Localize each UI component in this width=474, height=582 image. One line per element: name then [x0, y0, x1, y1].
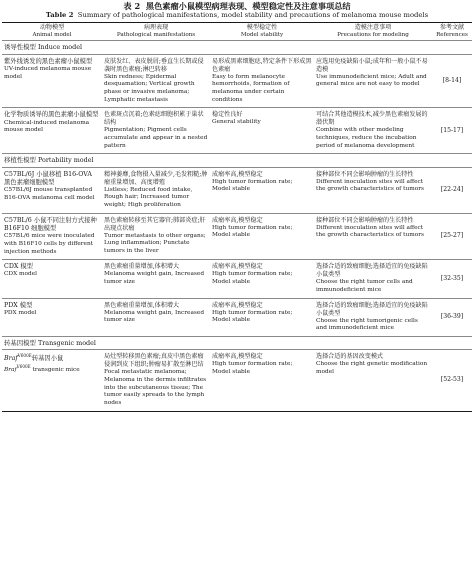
group-row-induce	[2, 41, 472, 54]
prec-en: Choose the right tumor cells and immunodeficient mice	[316, 279, 413, 293]
model-zh: PDX 模型	[4, 301, 33, 309]
caption-label: 表 2	[123, 1, 141, 11]
prec-en: Different inoculation sites will affect the growth characteristics of tumors	[316, 178, 424, 193]
patho-en: Skin redness; Epidermal desquamation; Vertical growth phase or invasive melanoma; Lymphatic metastasis	[104, 73, 195, 103]
group-label: 转基因模型 Transgenic model	[2, 336, 472, 349]
caption-en-label: Table 2	[45, 11, 74, 20]
patho-en: Focal metastatic melanoma; Melanoma in the dermis infiltrates into the subcutaneous tissue; The tumor easily spreads to the lymph nodes	[104, 369, 207, 406]
model-en: C57BL/6 mice were inoculated with B16F10 cells by different injection methods	[4, 233, 95, 255]
model-en	[4, 364, 100, 375]
patho-en: Pigmentation; Pigment cells accumulate and appear in a nested pattern	[104, 127, 208, 149]
stab-en: High tumor formation rate; Model stable	[212, 361, 293, 375]
stab-zh: 成瘤率高,模型稳定	[212, 301, 263, 309]
model-en: PDX model	[4, 309, 37, 316]
patho-zh: 局灶型转移黑色素瘤;真皮中黑色素瘤侵润到皮下组织;肿瘤易扩散至淋巴结	[104, 353, 204, 369]
stab-en: General stability	[212, 119, 261, 126]
prec-zh: 选择合适的致瘤细胞;选择适宜的免疫缺陷小鼠类型	[316, 301, 428, 317]
group-label: 移植性模型 Portability model	[2, 154, 472, 167]
caption-zh-text: 黑色素瘤小鼠模型病理表现、模型稳定性及注意事项总结	[145, 1, 351, 11]
prec-en: Use immunodeficient mice; Adult and general mice are not easy to model	[316, 73, 427, 88]
reference: [22-24]	[440, 186, 464, 194]
model-en-text: transgenic mice	[32, 366, 80, 373]
patho-zh: 精神萎靡,食物摄入量减少,毛发粗糙;肿瘤重量增加、高度增殖	[104, 170, 208, 186]
caption-zh	[2, 1, 472, 11]
patho-zh: 黑色素瘤重量增加,体积增大	[104, 263, 180, 271]
patho-zh: 色素斑点沉着;色素痣细胞积累于巢状结构	[104, 111, 204, 127]
prec-zh: 选择合适的基因改变模式	[316, 353, 384, 361]
stab-zh: 稳定性良好	[212, 111, 243, 119]
header-pathology: 病理表现 Pathological manifestations	[116, 23, 196, 38]
model-en: UV-induced melanoma mouse model	[4, 65, 92, 80]
table-caption	[2, 1, 472, 20]
reference: [25-27]	[432, 213, 472, 260]
model-en: C57BL/6J mouse transplanted B16-OVA melanoma cell model	[4, 187, 95, 201]
reference: [36-39]	[432, 298, 472, 336]
model-zh: 化学物质诱导的黑色素瘤小鼠模型	[4, 111, 99, 119]
reference: [15-17]	[432, 108, 472, 154]
patho-zh: 黑色素瘤重量增加,体积增大	[104, 301, 180, 309]
group-row-portability	[2, 154, 472, 167]
patho-zh: 皮肤发红、表皮脱屑;垂直生长期或侵袭时黑色素瘤;淋巴转移	[104, 57, 204, 73]
patho-en: Listless; Reduced food intake, Rough hair; Increased tumor weight; High proliferation	[104, 186, 193, 208]
table-row	[2, 54, 472, 108]
stab-en: High tumor formation rate; Model stable	[212, 224, 293, 239]
patho-en: Melanoma weight gain, Increased tumor size	[104, 309, 205, 324]
prec-zh: 可结合其他造模技术,减少黑色素瘤发展的潜伏期	[316, 111, 428, 127]
stab-en: Easy to form melanocyte hemorrhoids, formation of melanoma under certain conditions	[212, 73, 290, 103]
table-row	[2, 213, 472, 260]
group-label: 诱导性模型 Induce model	[2, 41, 472, 54]
table-header	[2, 22, 472, 40]
stab-zh: 成瘤率高,模型稳定	[212, 216, 263, 224]
stab-en: High tumor formation rate; Model stable	[212, 271, 293, 285]
document-page	[0, 1, 474, 582]
group-row-transgenic	[2, 336, 472, 349]
prec-en: Choose the right genetic modification model	[316, 361, 428, 375]
model-en: Chemical-induced melanoma mouse model	[4, 119, 90, 134]
prec-en: Combine with other modeling techniques, reduce the incubation period of melanoma development	[316, 127, 417, 149]
stab-en: High tumor formation rate; Model stable	[212, 178, 293, 193]
header-references: 参考文献 References	[436, 23, 468, 38]
reference: [32-35]	[432, 260, 472, 298]
stab-en: High tumor formation rate; Model stable	[212, 309, 293, 324]
table-row	[2, 167, 472, 213]
gene-name: Braf	[4, 355, 18, 363]
table-row	[2, 260, 472, 298]
table-row	[2, 350, 472, 411]
prec-zh: 接种部位不同会影响肿瘤的生长特性	[316, 170, 414, 178]
prec-en: Choose the right tumorigenic cells and immunodeficient mice	[316, 317, 418, 332]
model-zh: 紫外线诱发的黑色素瘤小鼠模型	[4, 57, 93, 65]
prec-zh: 选择合适的致瘤细胞;选择适宜的免疫缺陷小鼠类型	[316, 263, 428, 279]
models-table	[2, 22, 472, 412]
patho-en: Melanoma weight gain, Increased tumor size	[104, 271, 205, 285]
patho-en: Tumor metastasis to other organs; Lung inflammation; Punctate tumors in the liver	[104, 232, 206, 254]
model-zh-text: 转基因小鼠	[31, 355, 64, 363]
stab-zh: 易形成黑素细胞痣,特定条件下形成黑色素瘤	[212, 57, 312, 73]
header-animal-model: 动物模型 Animal model	[32, 23, 72, 38]
prec-zh: 接种部位不同会影响肿瘤的生长特性	[316, 216, 414, 224]
patho-zh: 黑色素瘤转移至其它器官;肺部炎症;肝出现点状瘤	[104, 216, 206, 232]
stab-zh: 成瘤率高,模型稳定	[212, 170, 263, 178]
header-stability: 模型稳定性 Model stability	[240, 23, 284, 38]
table-row	[2, 108, 472, 154]
caption-en	[2, 11, 472, 19]
gene-mutation-en: V600E	[16, 363, 31, 369]
model-zh: C57BL/6J 小鼠移植 B16-OVA 黑色素瘤细胞模型	[4, 170, 92, 186]
model-en: CDX model	[4, 271, 38, 278]
reference: [8-14]	[442, 76, 462, 84]
stab-zh: 成瘤率高,模型稳定	[212, 263, 263, 271]
gene-mutation: V600E	[17, 353, 32, 359]
model-zh: CDX 模型	[4, 263, 33, 271]
gene-name-en: Braf	[4, 366, 17, 373]
caption-en-text: Summary of pathological manifestations, model stability and precautions of melanoma mouse models	[77, 11, 429, 20]
prec-zh: 应选用免疫缺陷小鼠;成年和一般小鼠不易造模	[316, 57, 428, 73]
stab-zh: 成瘤率高,模型稳定	[212, 353, 263, 361]
prec-en: Different inoculation sites will affect the growth characteristics of tumors	[316, 224, 424, 239]
reference: [52-53]	[432, 350, 472, 411]
table-row	[2, 298, 472, 336]
model-zh: C57BL/6 小鼠不同注射方式接种 B16F10 细胞模型	[4, 216, 97, 232]
header-precautions: 造模注意事项 Precautions for modeling	[337, 23, 409, 38]
model-zh	[4, 353, 100, 363]
